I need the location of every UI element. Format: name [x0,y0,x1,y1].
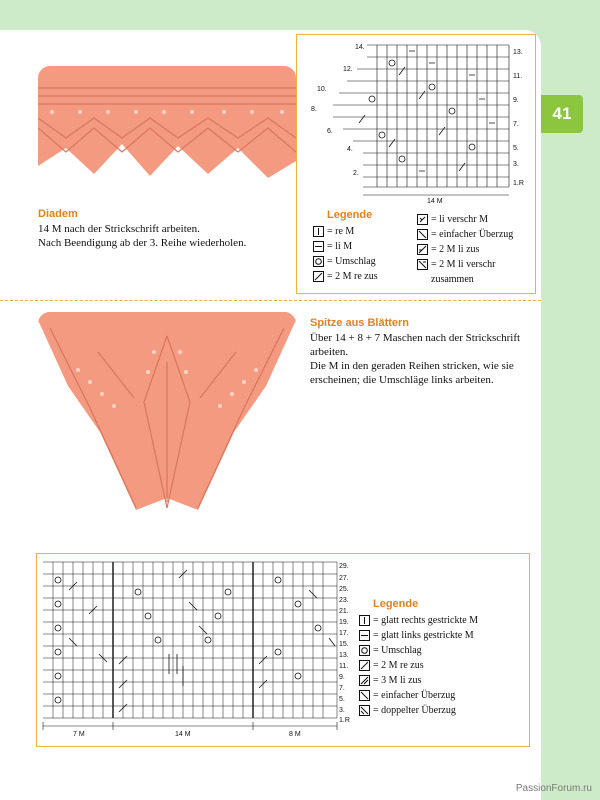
chart1-row-label: 7. [513,121,519,128]
chart1-row-label: 5. [513,145,519,152]
chart1-row-label: 12. [343,66,353,73]
diadem-instructions [38,222,246,250]
page-number: 41 [552,104,572,123]
legend-text: zusammen [431,274,474,285]
section-divider [0,300,541,301]
legend-text: = einfacher Überzug [373,690,456,701]
purl-tbl-icon [417,214,428,225]
p3tog-icon [359,675,370,686]
chart1-row-label: 10. [317,86,327,93]
chart2-row-label: 7. [339,685,345,692]
knit-stitch-icon [359,615,370,626]
p2tog-tbl-icon [417,259,428,270]
legend-text: = glatt links gestrickte M [373,630,474,641]
chart1-row-label: 9. [513,97,519,104]
chart2-row-label: 11. [339,663,349,670]
chart2-row-label: 19. [339,619,349,626]
chart2-width-label: 14 M [175,731,191,738]
chart2-row-label: 21. [339,608,349,615]
chart2-row-label: 27. [339,575,349,582]
leaves-legend-title: Legende [373,598,419,610]
legend-text: = doppelter Überzug [373,705,456,716]
leaves-legend-item [359,675,421,686]
leaves-legend-item [359,705,456,716]
legend-text: = 2 M li zus [431,244,480,255]
legend-text: = Umschlag [373,645,422,656]
diadem-legend-item [313,226,354,237]
legend-text: = Umschlag [327,256,376,267]
chart1-row-label: 8. [311,106,317,113]
leaves-line-4: erscheinen; die Umschläge links arbeiten. [310,374,494,386]
chart2-width-label: 7 M [73,731,85,738]
chart1-row-label: 4. [347,146,353,153]
chart2-row-label: 1.R [339,717,350,724]
yarn-over-icon [359,645,370,656]
chart2-row-label: 13. [339,652,349,659]
diadem-legend-item [417,259,496,270]
double-decrease-icon [359,705,370,716]
diadem-chart-box [296,34,536,294]
chart1-row-label: 13. [513,49,523,56]
leaves-legend-item [359,645,422,656]
leaves-chart [37,554,357,746]
leaves-legend-item [359,690,455,701]
diadem-legend-title: Legende [327,209,373,221]
legend-text: = 2 M re zus [373,660,424,671]
diadem-chart [297,35,535,205]
chart1-row-label: 11. [513,73,523,80]
chart2-row-label: 25. [339,586,349,593]
chart2-row-label: 17. [339,630,349,637]
diadem-legend-item [417,244,479,255]
leaves-legend-item [359,615,478,626]
diadem-line-1: 14 M nach der Strickschrift arbeiten. [38,223,200,235]
leaves-photo [38,312,296,526]
chart1-row-label: 2. [353,170,359,177]
chart1-row-label: 1.R [513,180,524,187]
leaves-title: Spitze aus Blättern [310,317,410,329]
leaves-line-3: Die M in den geraden Reihen stricken, wie sie [310,360,514,372]
chart2-row-label: 5. [339,696,345,703]
leaves-chart-box [36,553,530,747]
diadem-line-2: Nach Beendigung ab der 3. Reihe wiederholen. [38,237,247,249]
knit-stitch-icon [313,226,324,237]
diadem-photo [38,66,296,190]
diadem-legend-item [417,229,513,240]
purl-stitch-icon [313,241,324,252]
chart2-row-label: 23. [339,597,349,604]
purl-stitch-icon [359,630,370,641]
chart1-width-label: 14 M [427,198,443,205]
page-number-tab [541,95,583,133]
leaves-instructions [310,331,520,387]
diadem-title: Diadem [38,208,78,220]
leaves-line-1: Über 14 + 8 + 7 Maschen nach der Strickschrift [310,332,521,344]
chart1-row-label: 6. [327,128,333,135]
legend-text: = 2 M re zus [327,271,378,282]
skp-icon [359,690,370,701]
k2tog-icon [359,660,370,671]
chart2-width-label: 8 M [289,731,301,738]
diadem-legend-item-cont [431,274,474,285]
diadem-legend-item [417,214,488,225]
legend-text: = glatt rechts gestrickte M [373,615,479,626]
legend-text: = li M [327,241,353,252]
yarn-over-icon [313,256,324,267]
diadem-legend-item [313,271,378,282]
chart2-row-label: 15. [339,641,349,648]
chart2-row-label: 29. [339,563,349,570]
leaves-line-2: arbeiten. [310,346,349,358]
p2tog-icon [417,244,428,255]
legend-text: = 3 M li zus [373,675,422,686]
legend-text: = 2 M li verschr [431,259,496,270]
chart1-row-label: 14. [355,44,365,51]
legend-text: = li verschr M [431,214,489,225]
chart2-row-label: 9. [339,674,345,681]
chart1-row-label: 3. [513,161,519,168]
legend-text: = re M [327,226,355,237]
diadem-legend-item [313,256,376,267]
k2tog-icon [313,271,324,282]
leaves-legend-item [359,630,474,641]
skp-icon [417,229,428,240]
legend-text: = einfacher Überzug [431,229,514,240]
chart2-row-label: 3. [339,707,345,714]
diadem-legend-item [313,241,352,252]
watermark: PassionForum.ru [515,783,592,794]
leaves-legend-item [359,660,424,671]
